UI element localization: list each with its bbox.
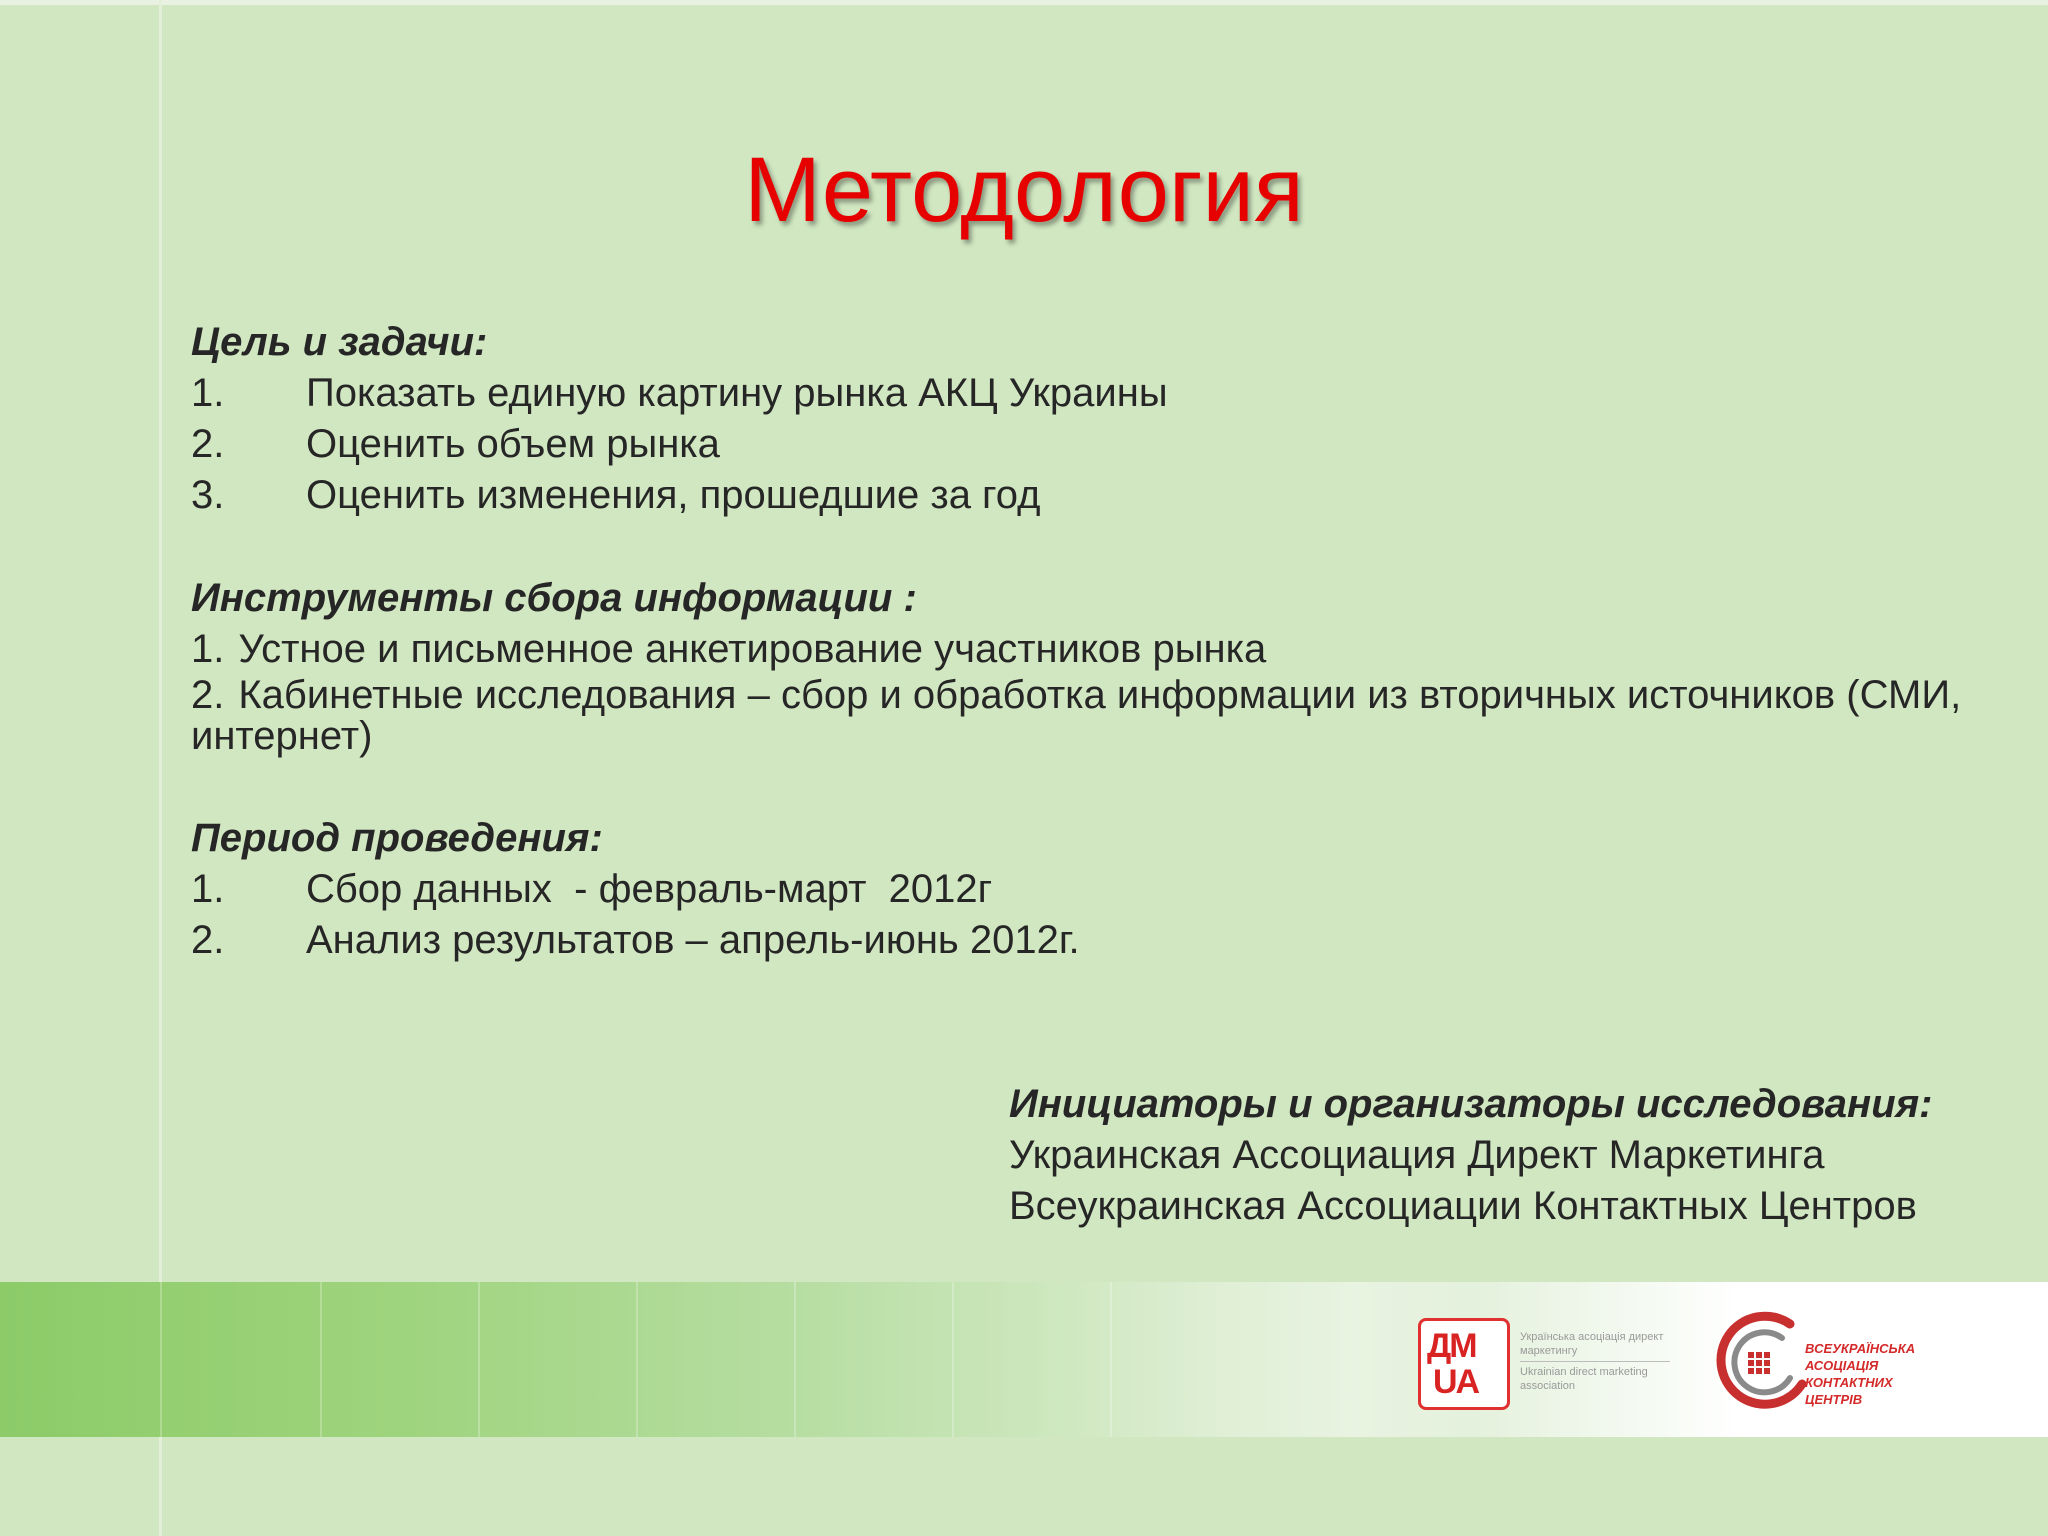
period-item xyxy=(191,915,1991,966)
vakc-logo-cell xyxy=(1748,1360,1754,1366)
item-text: Показать единую картину рынка АКЦ Украины xyxy=(306,371,1168,415)
item-text: Анализ результатов – апрель-июнь 2012г. xyxy=(306,918,1080,962)
tools-item xyxy=(191,624,1991,675)
vakc-logo-icon xyxy=(1710,1310,1814,1414)
vakc-logo-text: ВСЕУКРАЇНСЬКА АСОЦІАЦІЯ КОНТАКТНИХ ЦЕНТРІВ xyxy=(1805,1341,1916,1407)
period-item xyxy=(191,864,1991,915)
item-text: Кабинетные исследования – сбор и обработка информации из вторичных источников (СМИ, интернет) xyxy=(191,673,1962,758)
top-rule xyxy=(0,0,2048,5)
spacer xyxy=(191,757,1991,813)
organizer-line: Украинская Ассоциация Директ Маркетинга xyxy=(1009,1133,1825,1177)
item-text: Устное и письменное анкетирование участников рынка xyxy=(238,627,1267,671)
vakc-logo-cell xyxy=(1756,1352,1762,1358)
dma-logo-text xyxy=(1520,1330,1670,1393)
goals-item xyxy=(191,470,1991,521)
period-heading: Период проведения: xyxy=(191,816,603,860)
tools-heading: Инструменты сбора информации : xyxy=(191,576,917,620)
item-number: 2. xyxy=(191,673,225,717)
item-text: Оценить объем рынка xyxy=(306,422,720,466)
band-divider xyxy=(636,1282,638,1437)
item-number: 2. xyxy=(191,918,225,962)
main-content xyxy=(191,317,1991,966)
band-divider xyxy=(1110,1282,1112,1437)
vakc-logo-cell xyxy=(1748,1368,1754,1374)
dma-logo-top: ДМ xyxy=(1427,1327,1476,1365)
slide-title: Методология xyxy=(744,139,1304,241)
item-number: 1. xyxy=(191,867,225,911)
dma-logo-bottom: UA xyxy=(1433,1363,1479,1401)
dma-logo-text-en: Ukrainian direct marketing association xyxy=(1520,1366,1648,1392)
vakc-logo-cell xyxy=(1756,1368,1762,1374)
item-number: 1. xyxy=(191,371,225,415)
band-divider xyxy=(952,1282,954,1437)
vakc-logo-cell xyxy=(1764,1352,1770,1358)
band-divider xyxy=(160,1282,162,1437)
dma-logo-text-ua: Українська асоціація директ маркетингу xyxy=(1520,1331,1664,1357)
vakc-logo-arc-inner xyxy=(1734,1332,1790,1392)
vakc-logo-cell xyxy=(1764,1368,1770,1374)
tools-item xyxy=(191,675,1991,757)
organizers-block xyxy=(1009,1079,1933,1232)
item-text: Сбор данных - февраль-март 2012г xyxy=(306,867,993,911)
goals-heading: Цель и задачи: xyxy=(191,320,488,364)
vakc-logo-cell xyxy=(1748,1352,1754,1358)
band-divider xyxy=(478,1282,480,1437)
vakc-logo-cell xyxy=(1764,1360,1770,1366)
organizer-line: Всеукраинская Ассоциации Контактных Центров xyxy=(1009,1184,1917,1228)
dma-logo-mark xyxy=(1418,1318,1510,1410)
goals-item xyxy=(191,419,1991,470)
spacer xyxy=(191,521,1991,573)
organizers-heading: Инициаторы и организаторы исследования: xyxy=(1009,1082,1933,1126)
band-divider xyxy=(794,1282,796,1437)
band-divider xyxy=(320,1282,322,1437)
item-text: Оценить изменения, прошедшие за год xyxy=(306,473,1041,517)
goals-item xyxy=(191,368,1991,419)
item-number: 3. xyxy=(191,473,225,517)
item-number: 2. xyxy=(191,422,225,466)
dma-logo-divider xyxy=(1520,1361,1670,1362)
vakc-logo-cell xyxy=(1756,1360,1762,1366)
item-number: 1. xyxy=(191,627,225,671)
